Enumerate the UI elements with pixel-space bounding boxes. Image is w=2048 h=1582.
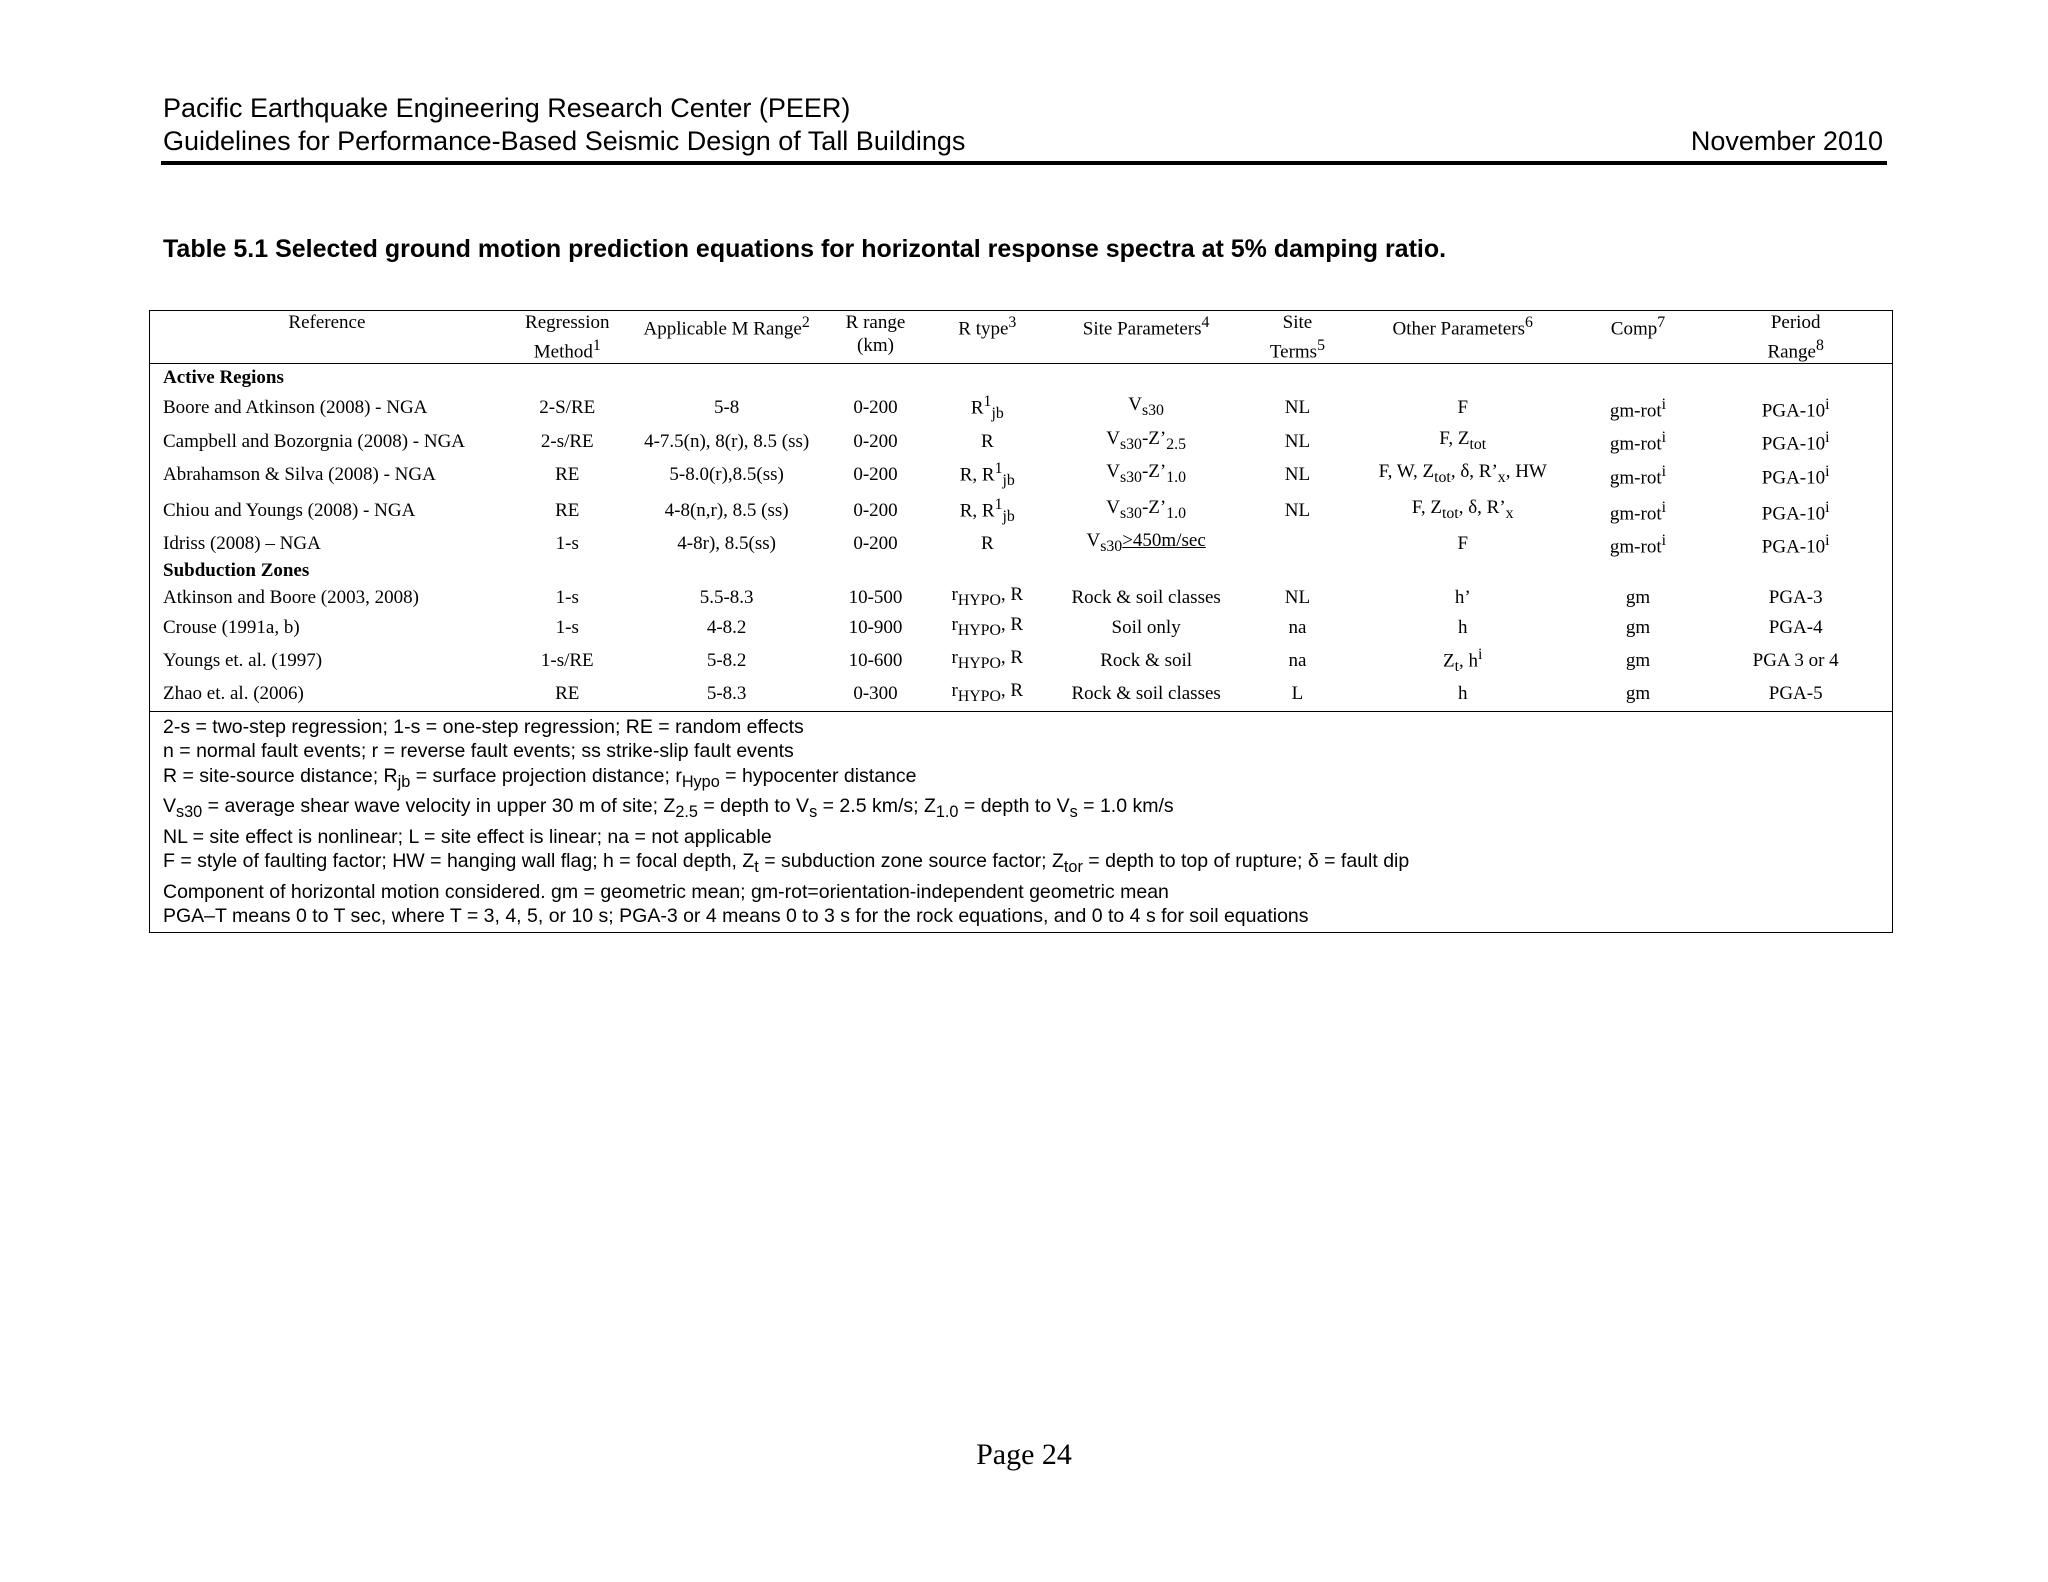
table-cell: 1-s/RE	[540, 650, 594, 672]
table-cell: $V_{s30}$	[1128, 394, 1164, 420]
header-date: November 2010	[1690, 126, 1883, 156]
table-cell: Youngs et. al. (1997)	[163, 650, 323, 672]
table-note: 2-s = two-step regression; 1-s = one-step regression; RE = random effects	[163, 715, 804, 738]
table-cell: $r_{HYPO}$, R	[951, 584, 1024, 610]
table-cell: gm-rot$^i$	[1609, 462, 1667, 488]
table-cell: PGA 3 or 4	[1752, 650, 1839, 672]
col-header-m-range: Applicable M Range$^2$	[643, 314, 810, 340]
table-cell: 1-s	[555, 587, 579, 609]
table-cell: RE	[555, 499, 580, 521]
table-cell: gm	[1625, 587, 1651, 609]
table-notes	[150, 711, 1892, 932]
table-cell: Soil only	[1111, 617, 1181, 639]
col-header-comp: Comp$^7$	[1610, 314, 1666, 340]
table-note: F = style of faulting factor; HW = hanging wall flag; h = focal depth, $Z_t$ = subduction zone source factor; $Z_{tor}$ = depth to top of rupture; δ = fault dip	[163, 850, 1410, 877]
col-header-reference: Reference	[288, 312, 366, 333]
table-note: NL = site effect is nonlinear; L = site effect is linear; na = not applicable	[163, 825, 772, 848]
table-cell: Chiou and Youngs (2008) - NGA	[163, 499, 416, 521]
section-header	[150, 559, 1892, 583]
table-cell: $r_{HYPO}$, R	[951, 647, 1024, 672]
table-cell: $V_{s30}>450m/\sec$	[1086, 530, 1206, 556]
table-cell: gm-rot$^i$	[1609, 396, 1667, 422]
table-header-row	[150, 311, 1892, 364]
table-cell: 0-200	[853, 533, 898, 555]
running-header	[163, 92, 1883, 158]
table-cell: h’	[1454, 587, 1471, 609]
table-row	[150, 643, 1892, 679]
table-cell: F	[1457, 533, 1469, 555]
table-cell: 10-600	[848, 650, 903, 672]
gmpe-table	[150, 311, 1892, 711]
gmpe-table-box	[149, 310, 1893, 933]
table-cell: $V_{s30}-Z’_{2.5}$	[1106, 427, 1187, 453]
table-cell: PGA-4	[1768, 617, 1823, 639]
table-cell: NL	[1284, 463, 1311, 485]
table-cell: PGA-5	[1768, 682, 1823, 704]
table-cell: Abrahamson & Silva (2008) - NGA	[163, 463, 436, 485]
table-cell: gm	[1625, 617, 1651, 639]
table-cell: NL	[1284, 430, 1311, 452]
table-cell: PGA-10$^i$	[1761, 462, 1830, 488]
table-cell: 0-200	[853, 499, 898, 521]
table-note: PGA–T means 0 to T sec, where T = 3, 4, 5, or 10 s; PGA-3 or 4 means 0 to 3 s for the rock equations, and 0 to 4 s for soil equations	[163, 905, 1309, 928]
table-cell: $V_{s30}-Z’_{1.0}$	[1106, 497, 1187, 522]
table-note: R = site-source distance; $R_{jb}$ = surface projection distance; $r_{Hypo}$ = hypocenter distance	[163, 764, 917, 791]
table-cell: F, $Z_{tot}$	[1439, 427, 1487, 453]
table-cell: gm	[1625, 682, 1651, 704]
table-cell: $V_{s30}-Z’_{1.0}$	[1106, 460, 1187, 486]
table-cell: 0-200	[853, 397, 898, 419]
table-note: $V_{s30}$ = average shear wave velocity in upper 30 m of site; $Z_{2.5}$ = depth to $V_s = 2.5$ km/s; $Z_{1.0}$ = depth to $V_s = 1.0$ km/s	[163, 795, 1174, 822]
table-cell: Rock & soil	[1100, 650, 1193, 672]
table-row	[150, 529, 1892, 559]
table-row	[150, 457, 1892, 493]
table-cell: 4-8r), 8.5(ss)	[677, 533, 776, 555]
col-header-regression-method: Regression Method$^1$	[525, 312, 610, 363]
header-rule	[161, 161, 1887, 165]
section-header	[150, 364, 1892, 391]
table-cell: R	[980, 430, 994, 452]
table-cell: 0-300	[853, 682, 898, 704]
table-cell: 2-s/RE	[540, 430, 594, 452]
table-row	[150, 583, 1892, 613]
table-cell: gm-rot$^i$	[1609, 532, 1667, 558]
table-cell: PGA-10$^i$	[1761, 498, 1830, 525]
table-row	[150, 493, 1892, 529]
table-cell: F, W, $Z_{tot}$, δ, $R’_x$, HW	[1378, 460, 1547, 486]
table-cell: 5-8	[713, 397, 740, 419]
table-cell	[1246, 529, 1349, 559]
table-cell: 10-900	[848, 617, 903, 639]
table-cell: NL	[1284, 397, 1311, 419]
section-title: Subduction Zones	[163, 560, 310, 582]
table-cell: F	[1457, 397, 1469, 419]
table-row	[150, 679, 1892, 711]
table-cell: Rock & soil classes	[1071, 587, 1221, 609]
table-cell: L	[1291, 682, 1304, 704]
table-cell: F, $Z_{tot}$, δ, $R’_x$	[1411, 497, 1514, 522]
table-note: n = normal fault events; r = reverse fault events; ss strike-slip fault events	[163, 740, 794, 763]
table-cell: R	[980, 533, 994, 555]
table-row	[150, 613, 1892, 643]
section-title: Active Regions	[163, 367, 284, 389]
col-header-other-parameters: Other Parameters$^6$	[1392, 314, 1533, 340]
table-cell: PGA-10$^i$	[1761, 532, 1830, 558]
table-cell: na	[1288, 617, 1307, 639]
col-header-period-range: Period Range$^8$	[1767, 312, 1824, 363]
table-cell: NL	[1284, 499, 1311, 521]
table-cell: RE	[555, 463, 580, 485]
table-cell: PGA-10$^i$	[1761, 396, 1830, 422]
table-cell: $R^1_{jb}$	[970, 393, 1004, 423]
table-cell: h	[1457, 617, 1468, 639]
header-org: Pacific Earthquake Engineering Research Center (PEER)	[163, 93, 851, 123]
table-caption: Table 5.1 Selected ground motion prediction equations for horizontal response spectra at 5% damping ratio.	[163, 235, 1447, 263]
table-cell: 4-7.5(n), 8(r), 8.5 (ss)	[644, 430, 810, 452]
table-cell: gm-rot$^i$	[1609, 498, 1667, 525]
table-cell: 10-500	[848, 587, 903, 609]
table-cell: 4-8(n,r), 8.5 (ss)	[664, 499, 789, 521]
table-cell: gm	[1625, 650, 1651, 672]
table-row	[150, 390, 1892, 426]
table-cell: Idriss (2008) – NGA	[163, 533, 321, 555]
col-header-r-type: R type$^3$	[958, 314, 1017, 340]
table-cell: Rock & soil classes	[1071, 682, 1221, 704]
table-cell: 4-8.2	[706, 617, 747, 639]
header-title: Guidelines for Performance-Based Seismic Design of Tall Buildings	[163, 126, 966, 156]
table-cell: NL	[1284, 587, 1311, 609]
table-cell: R, $R^1_{jb}$	[959, 495, 1015, 526]
table-cell: 1-s	[555, 617, 579, 639]
table-cell: 0-200	[853, 430, 898, 452]
table-cell: na	[1288, 650, 1307, 672]
table-cell: Campbell and Bozorgnia (2008) - NGA	[163, 430, 466, 452]
table-cell: gm-rot$^i$	[1609, 429, 1667, 455]
col-header-r-range: R range (km)	[845, 312, 906, 356]
table-cell: Atkinson and Boore (2003, 2008)	[163, 587, 419, 609]
table-cell: Boore and Atkinson (2008) - NGA	[163, 397, 428, 419]
table-cell: 0-200	[853, 463, 898, 485]
table-cell: RE	[555, 682, 580, 704]
table-cell: 5.5-8.3	[699, 587, 754, 609]
table-cell: 1-s	[555, 533, 579, 555]
table-cell: $Z_t$, $h^i$	[1443, 645, 1483, 676]
table-cell: PGA-3	[1768, 587, 1823, 609]
table-cell: 5-8.0(r),8.5(ss)	[669, 463, 784, 485]
table-body	[150, 364, 1892, 711]
table-cell: 5-8.3	[706, 682, 747, 704]
table-cell: PGA-10$^i$	[1761, 429, 1830, 455]
col-header-site-parameters: Site Parameters$^4$	[1082, 314, 1210, 340]
table-cell: 5-8.2	[706, 650, 747, 672]
table-cell: $r_{HYPO}$, R	[951, 680, 1024, 705]
table-cell: Zhao et. al. (2006)	[163, 682, 304, 704]
col-header-site-terms: Site Terms$^5$	[1269, 312, 1325, 363]
table-cell: $r_{HYPO}$, R	[951, 614, 1024, 639]
table-row	[150, 426, 1892, 456]
table-cell: 2-S/RE	[539, 397, 596, 419]
page-number: Page 24	[976, 1438, 1072, 1471]
table-note: Component of horizontal motion considered. gm = geometric mean; gm-rot=orientation-independent geometric mean	[163, 880, 1169, 903]
table-cell: h	[1457, 682, 1468, 704]
table-cell: Crouse (1991a, b)	[163, 617, 300, 639]
table-cell: R, $R^1_{jb}$	[959, 459, 1015, 489]
